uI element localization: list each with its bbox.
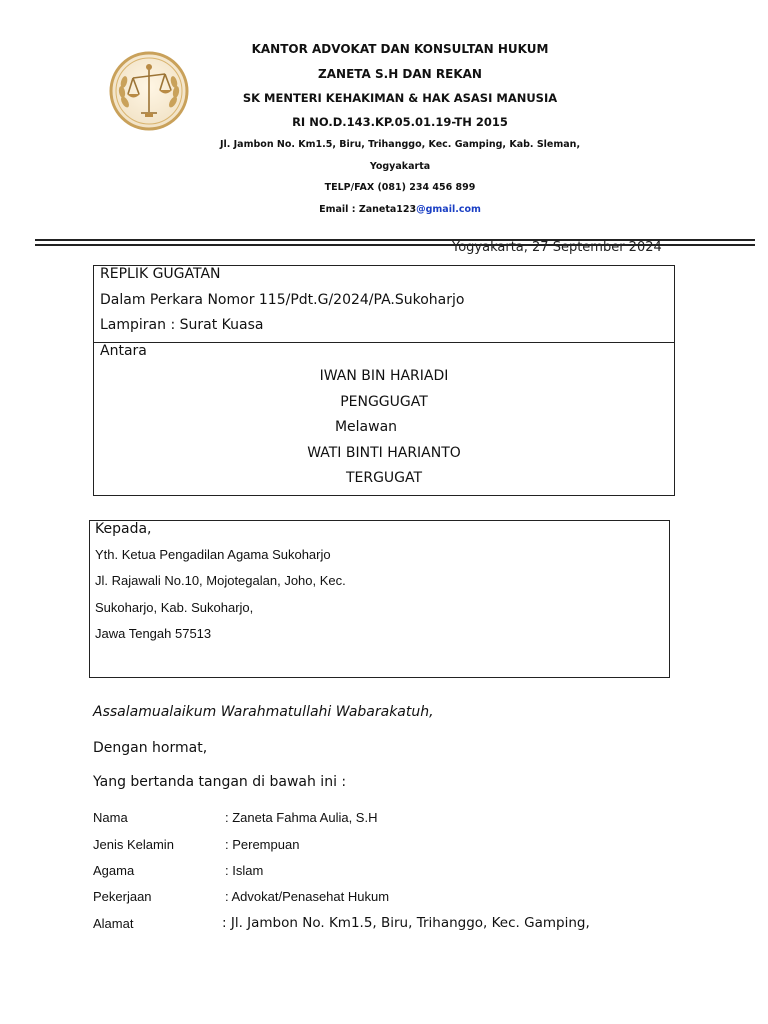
email-label: Email : Zaneta123 xyxy=(319,204,417,215)
intro-line: Yang bertanda tangan di bawah ini : xyxy=(93,774,347,790)
versus-label: Melawan xyxy=(334,419,398,435)
document-title: REPLIK GUGATAN xyxy=(100,266,221,282)
identity-label: Alamat xyxy=(93,916,134,931)
letter-date: Yogyakarta, 27 September 2024 xyxy=(452,240,662,255)
letterhead-firm-name: KANTOR ADVOKAT DAN KONSULTAN HUKUM xyxy=(251,42,549,56)
parties-intro: Antara xyxy=(100,343,147,359)
recipient-line-2: Jl. Rajawali No.10, Mojotegalan, Joho, Kec. xyxy=(95,573,346,588)
recipient-label: Kepada, xyxy=(95,521,152,537)
plaintiff-role: PENGGUGAT xyxy=(340,394,428,410)
plaintiff-name: IWAN BIN HARIADI xyxy=(319,368,449,384)
identity-label: Jenis Kelamin xyxy=(93,837,174,852)
identity-label: Pekerjaan xyxy=(93,889,152,904)
greeting: Assalamualaikum Warahmatullahi Wabarakatuh, xyxy=(93,704,434,720)
letterhead-registration: RI NO.D.143.KP.05.01.19-TH 2015 xyxy=(292,115,508,129)
letterhead-email xyxy=(150,204,650,215)
recipient-box xyxy=(89,520,670,678)
letterhead-address: Jl. Jambon No. Km1.5, Biru, Trihanggo, Kec. Gamping, Kab. Sleman, xyxy=(219,139,581,150)
letterhead-firm-subtitle: ZANETA S.H DAN REKAN xyxy=(318,67,482,81)
letterhead-city: Yogyakarta xyxy=(369,161,431,172)
salutation: Dengan hormat, xyxy=(93,740,208,756)
defendant-role: TERGUGAT xyxy=(345,470,423,486)
identity-label: Nama xyxy=(93,810,128,825)
case-number: Dalam Perkara Nomor 115/Pdt.G/2024/PA.Sukoharjo xyxy=(100,292,465,308)
email-link[interactable]: @gmail.com xyxy=(416,204,481,215)
recipient-line-3: Sukoharjo, Kab. Sukoharjo, xyxy=(95,600,254,615)
recipient-line-1: Yth. Ketua Pengadilan Agama Sukoharjo xyxy=(95,547,331,562)
letterhead-phone: TELP/FAX (081) 234 456 899 xyxy=(324,182,476,193)
identity-value: : Jl. Jambon No. Km1.5, Biru, Trihanggo, Kec. Gamping, xyxy=(222,915,590,931)
attachment-line: Lampiran : Surat Kuasa xyxy=(100,317,264,333)
defendant-name: WATI BINTI HARIANTO xyxy=(307,445,461,461)
identity-value: : Advokat/Penasehat Hukum xyxy=(225,889,390,904)
identity-value: : Islam xyxy=(225,863,264,878)
recipient-line-4: Jawa Tengah 57513 xyxy=(95,626,212,641)
identity-value: : Perempuan xyxy=(225,837,300,852)
letterhead-decree: SK MENTERI KEHAKIMAN & HAK ASASI MANUSIA xyxy=(242,91,558,105)
identity-value: : Zaneta Fahma Aulia, S.H xyxy=(225,810,378,825)
identity-label: Agama xyxy=(93,863,135,878)
